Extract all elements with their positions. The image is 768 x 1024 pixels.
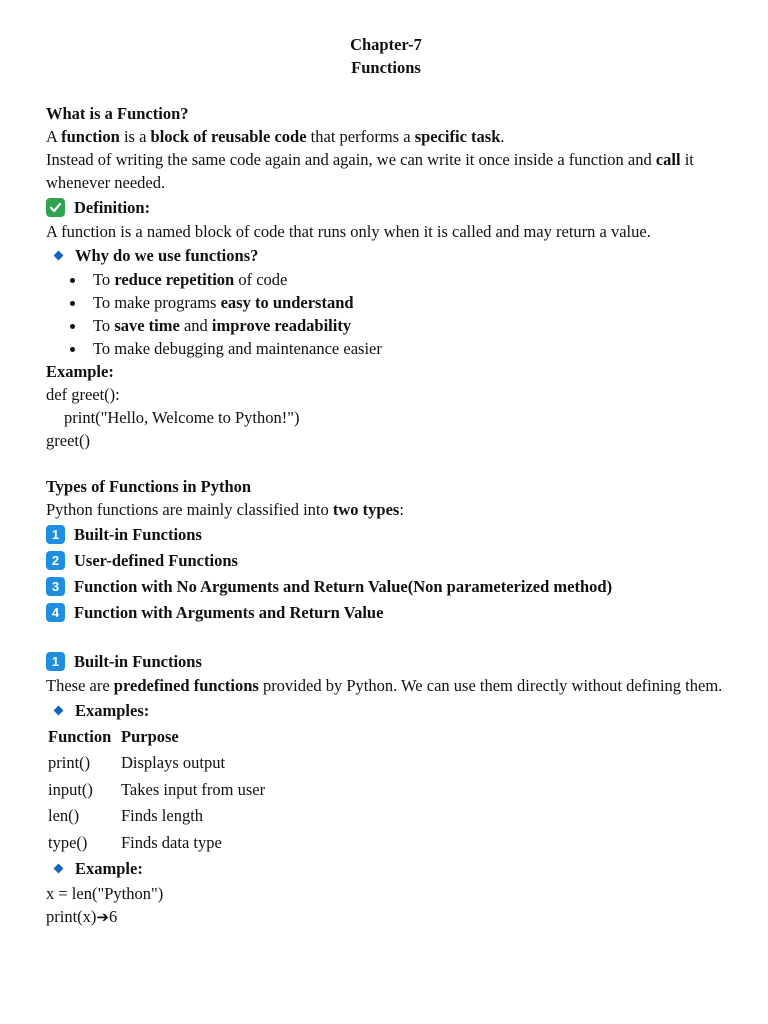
text-run: . [500, 127, 505, 146]
table-cell: print() [48, 753, 91, 773]
table-cell: input() [48, 779, 93, 799]
table-cell: len() [48, 806, 80, 826]
text-run: provided by Python. We can use them directly without defining them. [258, 676, 723, 695]
diamond-icon [54, 251, 64, 261]
bold-text: specific task [414, 127, 501, 146]
code-line: def greet(): [46, 385, 120, 404]
why-row [46, 243, 726, 268]
table-cell: Finds length [121, 806, 204, 826]
bold-text: function [61, 127, 120, 146]
type-label: Function with Arguments and Return Value [74, 602, 384, 622]
builtin-heading-row [46, 648, 726, 674]
why-label: Why do we use functions? [75, 246, 259, 265]
table-cell: Takes input from user [121, 779, 266, 799]
table-row [48, 750, 265, 777]
number-2-icon: 2 [46, 551, 65, 570]
definition-row [46, 194, 726, 220]
table-header-row [48, 723, 265, 750]
types-heading: Types of Functions in Python [46, 477, 252, 496]
text-run: To make programs [93, 293, 221, 312]
example-row [46, 856, 726, 882]
definition-text: A function is a named block of code that runs only when it is called and may return a value. [46, 222, 651, 241]
example-label: Example: [46, 362, 114, 381]
what-line-1 [46, 125, 726, 148]
bold-text: improve readability [211, 316, 352, 335]
chapter-label: Chapter-7 [350, 35, 422, 54]
bold-text: predefined functions [113, 676, 259, 695]
text-run: A [46, 127, 62, 146]
text-run: it whenever needed. [46, 150, 694, 192]
code-line [46, 905, 726, 929]
bold-text: reduce repetition [114, 270, 235, 289]
bold-text: two types [332, 500, 400, 519]
table-row [48, 829, 265, 856]
table-header: Function [48, 726, 112, 746]
definition-label: Definition: [74, 197, 151, 217]
diamond-icon [54, 705, 64, 715]
code-line: print("Hello, Welcome to Python!") [64, 408, 300, 427]
text-run: : [399, 500, 404, 519]
table-row [48, 776, 265, 803]
builtin-desc [46, 674, 726, 697]
bold-text: easy to understand [220, 293, 354, 312]
table-row [48, 803, 265, 830]
type-item [46, 599, 726, 625]
type-item [46, 521, 726, 547]
table-cell: Displays output [121, 753, 226, 773]
text-run: of code [234, 270, 288, 289]
example-label: Example: [75, 859, 143, 878]
check-mark-icon [46, 198, 65, 217]
bold-text: save time [114, 316, 180, 335]
type-label: Function with No Arguments and Return Value(Non parameterized method) [74, 576, 613, 596]
bold-text: block of reusable code [150, 127, 307, 146]
code-line: greet() [46, 431, 90, 450]
text-run: is a [119, 127, 151, 146]
text-run: To [93, 316, 115, 335]
examples-row [46, 697, 726, 723]
list-item [93, 291, 726, 314]
text-run: Python functions are mainly classified into [46, 500, 333, 519]
table-header: Purpose [121, 726, 179, 746]
document-page [46, 33, 726, 929]
examples-label: Examples: [75, 700, 150, 720]
text-run: and [179, 316, 212, 335]
diamond-icon [54, 864, 64, 874]
text-run: These are [46, 676, 114, 695]
list-item [93, 337, 726, 360]
what-line-2 [46, 148, 726, 194]
text-run: Instead of writing the same code again and again, we can write it once inside a function and [46, 150, 656, 169]
type-item [46, 573, 726, 599]
list-item [93, 268, 726, 291]
code-text: 6 [108, 906, 118, 926]
arrow-icon: ➔ [96, 907, 109, 926]
code-line: x = len("Python") [46, 883, 164, 903]
reasons-list [46, 268, 726, 360]
functions-table [48, 723, 265, 856]
code-text: print(x) [46, 906, 97, 926]
chapter-title: Functions [351, 58, 421, 77]
type-label: Built-in Functions [74, 524, 202, 544]
list-item [93, 314, 726, 337]
builtin-heading: Built-in Functions [74, 651, 202, 671]
number-4-icon: 4 [46, 603, 65, 622]
type-item [46, 547, 726, 573]
number-3-icon: 3 [46, 577, 65, 596]
table-cell: type() [48, 832, 88, 852]
text-run: To make debugging and maintenance easier [93, 339, 382, 358]
table-cell: Finds data type [121, 832, 222, 852]
types-intro [46, 498, 726, 521]
type-label: User-defined Functions [74, 550, 238, 570]
text-run: that performs a [306, 127, 415, 146]
number-1-icon: 1 [46, 652, 65, 671]
number-1-icon: 1 [46, 525, 65, 544]
text-run: To [93, 270, 115, 289]
bold-text: call [655, 150, 681, 169]
what-heading: What is a Function? [46, 104, 189, 123]
